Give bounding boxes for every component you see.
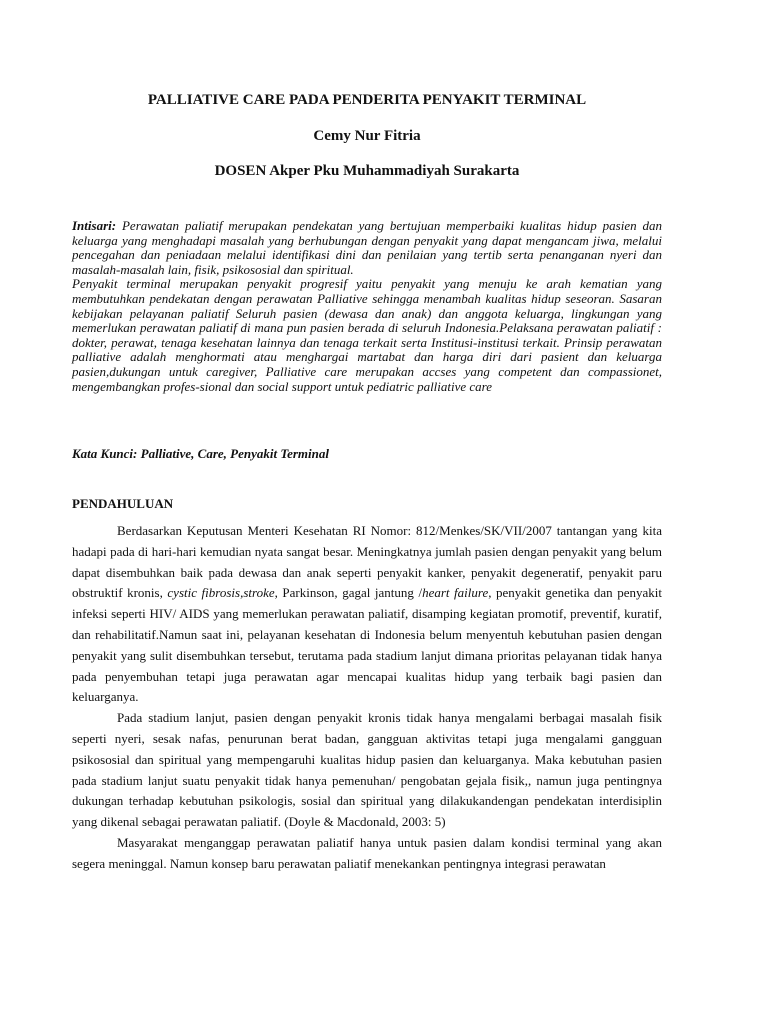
section-heading: PENDAHULUAN xyxy=(72,496,174,511)
author-name: Cemy Nur Fitria xyxy=(313,128,421,144)
paper-title: PALLIATIVE CARE PADA PENDERITA PENYAKIT TERMINAL xyxy=(147,92,587,108)
abstract-text-1: Perawatan paliatif merupakan pendekatan yang bertujuan memperbaiki kualitas hidup pasien dan keluarga yang menghadapi masalah yang berhubungan dengan penyakit yang dapat mengancam jiwa, melalui pencegahan dan peniadaan melalui identifikasi dini dan penilaian yang tertib serta penanganan nyeri dan masalah-masalah lain, fisik, psikososial dan spiritual. xyxy=(72,218,662,277)
body-text xyxy=(72,521,662,875)
body-p1-italic: cystic fibrosis,stroke xyxy=(167,585,275,601)
body-paragraph-2: Pada stadium lanjut, pasien dengan penyakit kronis tidak hanya mengalami berbagai masalah fisik seperti nyeri, sesak nafas, penurunan berat badan, gangguan aktivitas tetapi juga mengalami gangguan psikososial dan spiritual yang mempengaruhi kualitas hidup pasien dan keluarganya. Maka kebutuhan pasien pada stadium lanjut suatu penyakit tidak hanya pemenuhan/ pengobatan gejala fisik,, namun juga pentingnya dukungan terhadap kebutuhan psikologis, sosial dan spiritual yang dilakukandengan pendekatan interdisiplin yang dikenal sebagai perawatan paliatif. (Doyle & Macdonald, 2003: 5) xyxy=(72,710,662,830)
keywords: Kata Kunci: Palliative, Care, Penyakit Terminal xyxy=(72,446,329,461)
body-p1-end: , penyakit genetika dan penyakit infeksi seperti HIV/ AIDS yang memerlukan perawatan paliatif, disamping kegiatan promotif, preventif, kuratif, dan rehabilitatif.Namun saat ini, pelayanan kesehatan di Indonesia belum menyentuh kebutuhan pasien dengan penyakit yang sulit disembuhkan tersebut, terutama pada stadium lanjut dimana prioritas pelayanan tidak hanya pada penyembuhan tetapi juga perawatan agar mencapai kualitas hidup yang terbaik bagi pasien dan keluarganya. xyxy=(72,585,662,705)
abstract-paragraph-1 xyxy=(72,219,662,277)
abstract xyxy=(72,219,662,394)
body-p1-start: Berdasarkan Keputusan Menteri Kesehatan RI Nomor: 812/Menkes/SK/VII/2007 tantangan yang kita hadapi pada di hari-hari kemudian nyata sangat besar. Meningkatnya jumlah pasien dengan penyakit yang belum dapat disembuhkan baik pada dewasa dan anak seperti penyakit kanker, penyakit degeneratif, penyakit paru obstruktif kronis, xyxy=(72,523,662,601)
author-affiliation: DOSEN Akper Pku Muhammadiyah Surakarta xyxy=(214,163,520,179)
abstract-label: Intisari: xyxy=(72,218,117,233)
abstract-paragraph-2: Penyakit terminal merupakan penyakit progresif yaitu penyakit yang menuju ke arah kematian yang membutuhkan pendekatan dengan perawatan Palliative sehingga menambah kualitas hidup seseoran. Sasaran kebijakan pelayanan paliatif Seluruh pasien (dewasa dan anak) dan anggota keluarga, lingkungan yang memerlukan perawatan paliatif di mana pun pasien berada di seluruh Indonesia.Pelaksana perawatan paliatif : dokter, perawat, tenaga kesehatan lainnya dan tenaga terkait serta Institusi-institusi terkait. Prinsip perawatan palliative adalah menghormati atau menghargai martabat dan harga diri dari pasient dan keluarga pasien,dukungan untuk caregiver, Palliative care merupakan accses yang competent dan compassionet, mengembangkan profes-sional dan social support untuk pediatric palliative care xyxy=(72,276,662,394)
body-p1-mid: , Parkinson, gagal jantung / xyxy=(274,585,423,601)
body-paragraph-1 xyxy=(72,521,662,708)
body-paragraph-3: Masyarakat menganggap perawatan paliatif hanya untuk pasien dalam kondisi terminal yang akan segera meninggal. Namun konsep baru perawatan paliatif menekankan pentingnya integrasi perawatan xyxy=(72,834,662,871)
body-p1-italic2: heart failure xyxy=(422,585,489,601)
